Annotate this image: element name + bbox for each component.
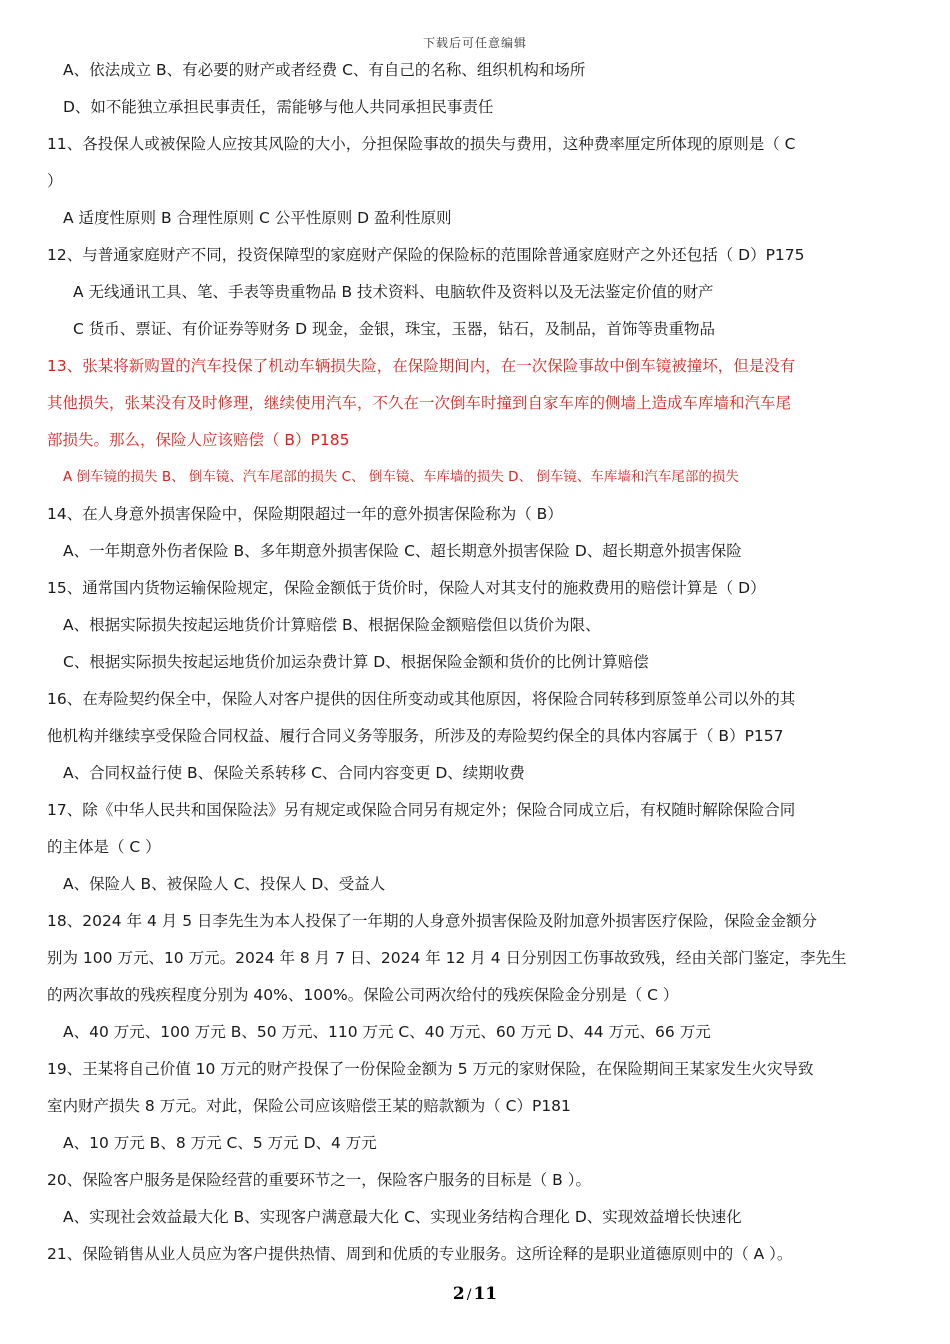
page-total: 11 (473, 1284, 498, 1304)
question-13-highlighted: 其他损失，张某没有及时修理，继续使用汽车，不久在一次倒车时撞到自家车库的侧墙上造成车库墙和汽车尾 (47, 394, 792, 412)
question-18-cont: 的两次事故的残疾程度分别为 40%、100%。保险公司两次给付的残疾保险金分别是（ C ） (47, 986, 679, 1004)
question-13-highlighted: 13、张某将新购置的汽车投保了机动车辆损失险，在保险期间内，在一次保险事故中倒车镜被撞坏，但是没有 (47, 357, 796, 375)
option-line: A、10 万元 B、8 万元 C、5 万元 D、4 万元 (63, 1134, 377, 1152)
page-separator: / (466, 1287, 472, 1303)
question-11-cont: ） (47, 172, 63, 190)
option-line: A 适度性原则 B 合理性原则 C 公平性原则 D 盈利性原则 (63, 209, 452, 227)
question-21: 21、保险销售从业人员应为客户提供热情、周到和优质的专业服务。这所诠释的是职业道德原则中的（ A ）。 (47, 1245, 793, 1263)
question-19-cont: 室内财产损失 8 万元。对此，保险公司应该赔偿王某的赔款额为（ C）P181 (47, 1097, 571, 1115)
page-current: 2 (452, 1284, 465, 1304)
question-13-options: A 倒车镜的损失 B、 倒车镜、汽车尾部的损失 C、 倒车镜、车库墙的损失 D、 倒车镜、车库墙和汽车尾部的损失 (63, 469, 739, 485)
option-line: A 无线通讯工具、笔、手表等贵重物品 B 技术资料、电脑软件及资料以及无法鉴定价值的财产 (73, 283, 714, 301)
option-line: A、40 万元、100 万元 B、50 万元、110 万元 C、40 万元、60 万元 D、44 万元、66 万元 (63, 1023, 711, 1041)
option-line: A、实现社会效益最大化 B、实现客户满意最大化 C、实现业务结构合理化 D、实现效益增长快速化 (63, 1208, 742, 1226)
question-12: 12、与普通家庭财产不同，投资保障型的家庭财产保险的保险标的范围除普通家庭财产之外还包括（ D）P175 (47, 246, 805, 264)
option-line: A、根据实际损失按起运地货价计算赔偿 B、根据保险金额赔偿但以货价为限、 (63, 616, 601, 634)
question-14: 14、在人身意外损害保险中，保险期限超过一年的意外损害保险称为（ B） (47, 505, 563, 523)
page-number (0, 1284, 950, 1304)
question-20: 20、保险客户服务是保险经营的重要环节之一，保险客户服务的目标是（ B ）。 (47, 1171, 591, 1189)
option-line: A、保险人 B、被保险人 C、投保人 D、受益人 (63, 875, 386, 893)
question-16-cont: 他机构并继续享受保险合同权益、履行合同义务等服务，所涉及的寿险契约保全的具体内容属于（ B）P157 (47, 727, 784, 745)
option-line: D、如不能独立承担民事责任，需能够与他人共同承担民事责任 (63, 98, 494, 116)
question-18-cont: 别为 100 万元、10 万元。2024 年 8 月 7 日、2024 年 12 月 4 日分别因工伤事故致残，经由关部门鉴定，李先生 (47, 949, 847, 967)
question-17-cont: 的主体是（ C ） (47, 838, 161, 856)
option-line: A、合同权益行使 B、保险关系转移 C、合同内容变更 D、续期收费 (63, 764, 525, 782)
option-line: C、根据实际损失按起运地货价加运杂费计算 D、根据保险金额和货价的比例计算赔偿 (63, 653, 649, 671)
question-16: 16、在寿险契约保全中，保险人对客户提供的因住所变动或其他原因，将保险合同转移到原签单公司以外的其 (47, 690, 796, 708)
question-11: 11、各投保人或被保险人应按其风险的大小，分担保险事故的损失与费用，这种费率厘定所体现的原则是（ C (47, 135, 796, 153)
question-15: 15、通常国内货物运输保险规定，保险金额低于货价时，保险人对其支付的施救费用的赔偿计算是（ D） (47, 579, 766, 597)
question-18: 18、2024 年 4 月 5 日李先生为本人投保了一年期的人身意外损害保险及附加意外损害医疗保险，保险金金额分 (47, 912, 818, 930)
option-line: C 货币、票证、有价证券等财务 D 现金，金银，珠宝，玉器，钻石，及制品，首饰等贵重物品 (73, 320, 716, 338)
option-line: A、一年期意外伤者保险 B、多年期意外损害保险 C、超长期意外损害保险 D、超长期意外损害保险 (63, 542, 742, 560)
question-17: 17、除《中华人民共和国保险法》另有规定或保险合同另有规定外；保险合同成立后，有权随时解除保险合同 (47, 801, 796, 819)
document-body (47, 52, 909, 1273)
question-19: 19、王某将自己价值 10 万元的财产投保了一份保险金额为 5 万元的家财保险，在保险期间王某家发生火灾导致 (47, 1060, 814, 1078)
page-header: 下载后可任意编辑 (422, 36, 527, 50)
question-13-highlighted: 部损失。那么，保险人应该赔偿（ B）P185 (47, 431, 350, 449)
option-line: A、依法成立 B、有必要的财产或者经费 C、有自己的名称、组织机构和场所 (63, 61, 586, 79)
